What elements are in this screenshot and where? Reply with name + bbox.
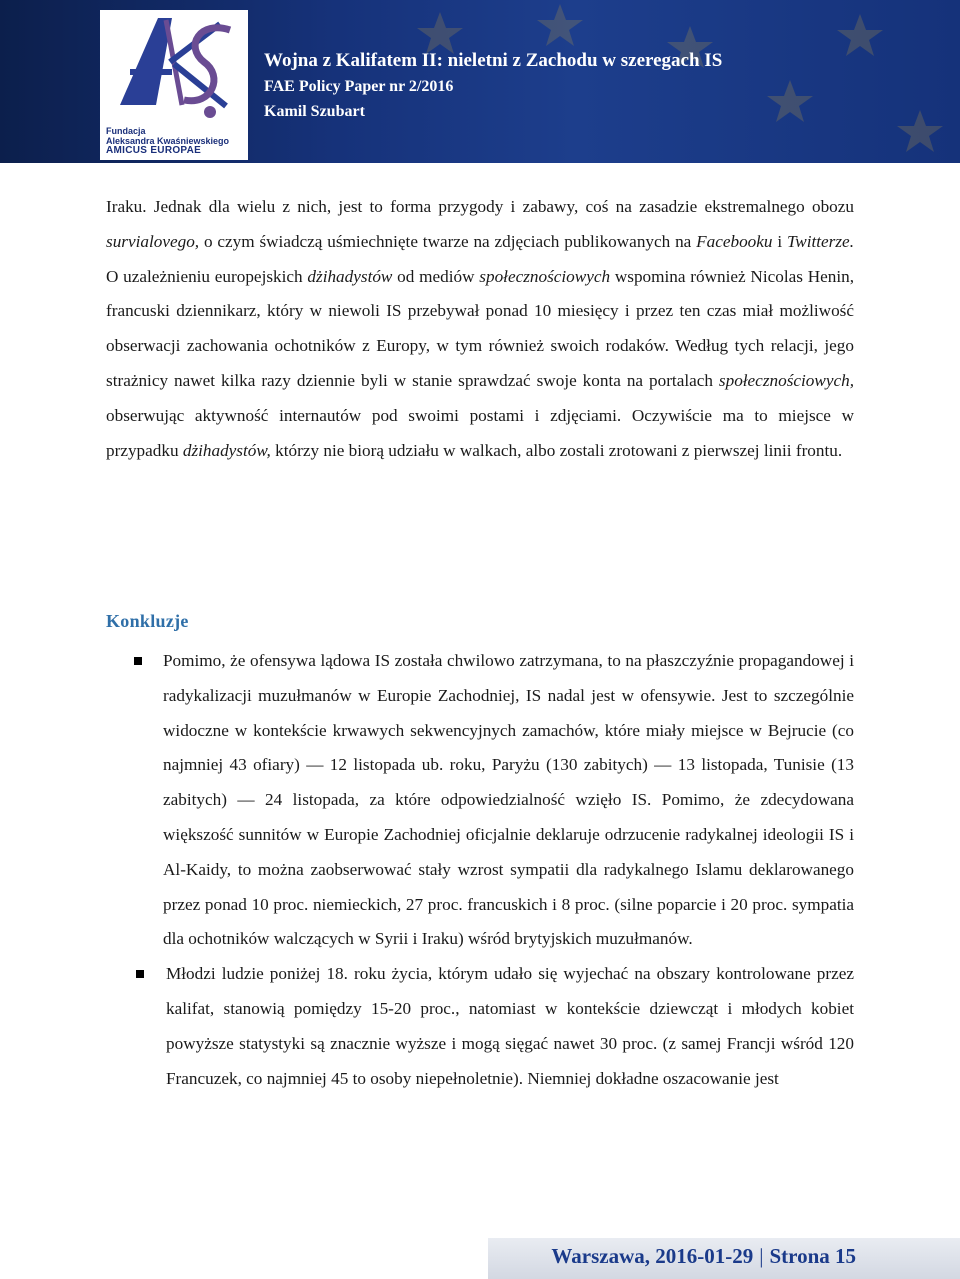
text-run: o czym świadczą uśmiechnięte twarze na zdjęciach publikowanych na (199, 231, 697, 251)
footer-separator: | (759, 1244, 764, 1268)
logo-line-2: Aleksandra Kwaśniewskiego (106, 136, 230, 146)
text-run: którzy nie biorą udziału w walkach, albo zostali zrotowani z pierwszej linii frontu. (270, 440, 843, 460)
page-footer (488, 1238, 960, 1279)
italic-run: społecznościowych, (718, 370, 854, 390)
italic-run: dżihadystów (307, 266, 393, 286)
foundation-logo (100, 10, 248, 160)
logo-line-3: AMICUS EUROPAE (106, 145, 202, 156)
paragraph-text (106, 190, 854, 468)
list-item-text: Młodzi ludzie poniżej 18. roku życia, którym udało się wyjechać na obszary kontrolowane przez kalifat, stanowią pomiędzy 15-20 proc., natomiast w kontekście dziewcząt i młodych kobiet powyższe statystyki są znacznie wyższe i mogą sięgać nawet 30 proc. (z samej Francji wśród 120 Francuzek, co najmniej 45 to osoby niepełnoletnie). Niemniej dokładne oszacowanie jest (166, 964, 854, 1088)
footer-place-date: Warszawa, 2016-01-29 (551, 1244, 754, 1268)
logo-line-1: Fundacja (106, 126, 146, 136)
text-run: od mediów (392, 266, 480, 286)
document-title: Wojna z Kalifatem II: nieletni z Zachodu w szeregach IS (264, 50, 723, 71)
text-run: O uzależnieniu europejskich (106, 266, 308, 286)
italic-run: survialovego, (106, 231, 200, 251)
section-heading: Konkluzje (106, 611, 189, 631)
italic-run: społecznościowych (479, 266, 611, 286)
list-item-text: Pomimo, że ofensywa lądowa IS została chwilowo zatrzymana, to na płaszczyźnie propagandowej i radykalizacji muzułmanów w Europie Zachodniej, IS nadal jest w ofensywie. Jest to szczególnie widoczne w kontekście krwawych sekwencyjnych zamachów, które miały miejsce w Bejrucie (co najmniej 43 ofiary) ― 12 listopada ub. roku, Paryżu (130 zabitych) ― 13 listopada, Tunisie (13 zabitych) ― 24 listopada, za które odpowiedzialność wzięło IS. Pomimo, że zdecydowana większość sunnitów w Europie Zachodniej oficjalnie deklaruje odrzucenie radykalnej ideologii IS i Al-Kaidy, to można zaobserwować stały wzrost sympatii dla radykalnego Islamu deklarowanego przez ponad 10 proc. niemieckich, 27 proc. francuskich i 8 proc. (silne poparcie i 20 proc. sympatia dla ochotników walczących w Syrii i Iraku) wśród brytyjskich muzułmanów. (163, 651, 854, 949)
text-run: i (772, 231, 787, 251)
logo-mark-icon (100, 10, 248, 126)
text-run: obserwując aktywność internautów pod swoimi postami i zdjęciami. Oczywiście ma to miejsce w przypadku (106, 405, 854, 460)
document-author: Kamil Szubart (264, 103, 365, 120)
document-subtitle: FAE Policy Paper nr 2/2016 (264, 78, 454, 95)
text-run: Iraku. Jednak dla wielu z nich, jest to forma przygody i zabawy, coś na zasadzie ekstremalnego obozu (106, 197, 854, 216)
text-run: wspomina również Nicolas Henin, francuski dziennikarz, który w niewoli IS przebywał ponad 10 miesięcy i przez ten czas miał możliwość obserwacji zachowania ochotników z Europy, w tym również swoich rodaków. Według tych relacji, jego strażnicy nawet kilka razy dziennie byli w stanie sprawdzać swoje konta na portalach (106, 266, 855, 390)
conclusions-list (106, 644, 854, 1096)
italic-run: Facebooku (696, 231, 773, 251)
page-header (0, 0, 960, 163)
italic-run: dżihadystów, (182, 440, 271, 460)
list-item (106, 957, 854, 1096)
footer-page-number: Strona 15 (769, 1244, 856, 1268)
list-item (106, 644, 854, 957)
bullet-square-icon (136, 970, 144, 978)
italic-run: Twitterze. (786, 231, 854, 251)
body-paragraph (106, 190, 854, 468)
bullet-square-icon (134, 657, 142, 665)
